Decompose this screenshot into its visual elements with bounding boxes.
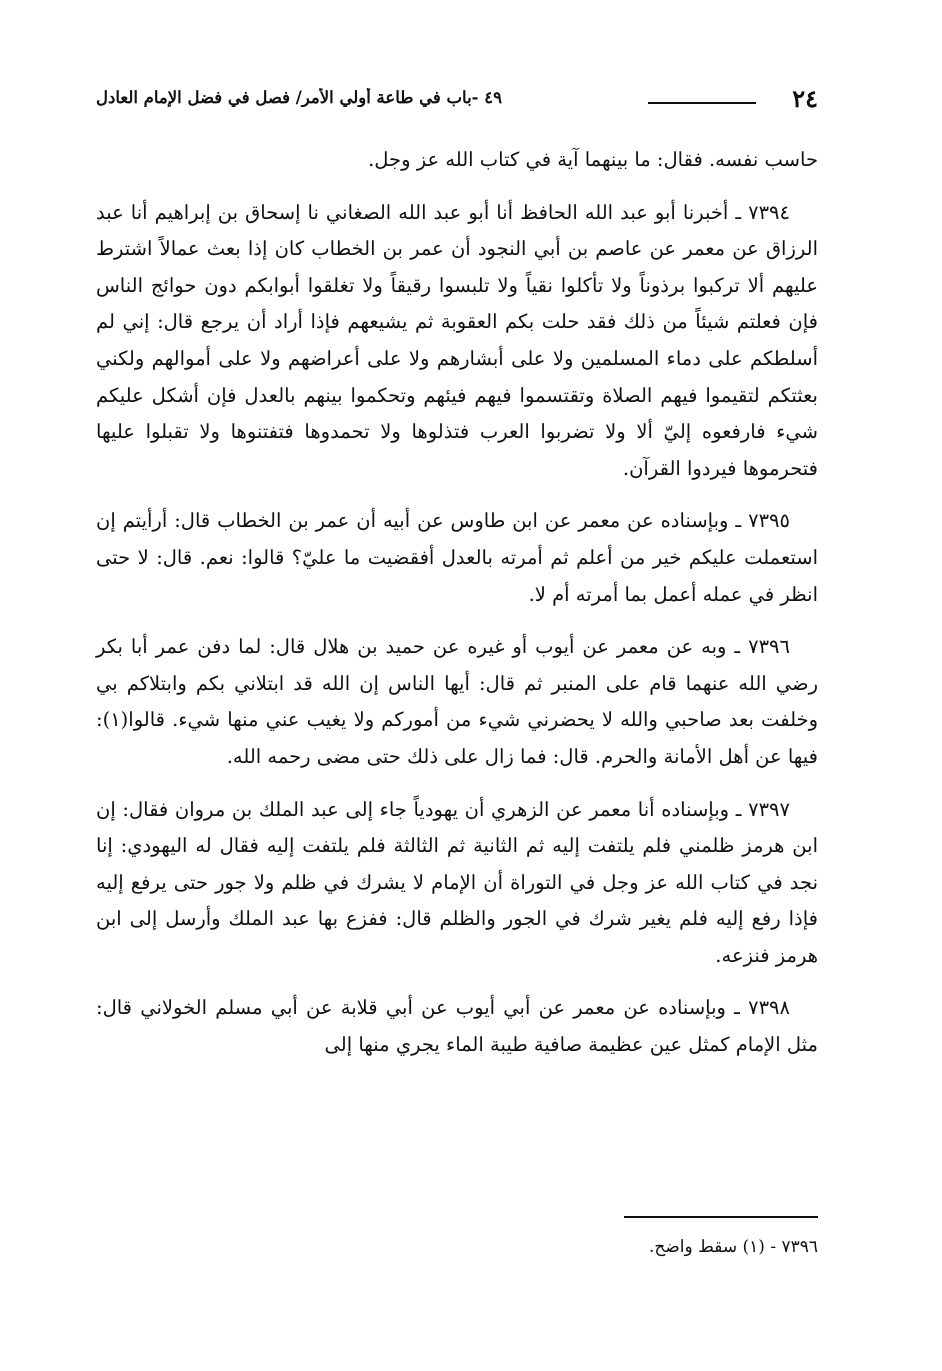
body-text	[96, 142, 818, 1080]
hadith-text: ـ أخبرنا أبو عبد الله الحافظ أنا أبو عبد الله الصغاني نا إسحاق بن إبراهيم أنا عبد الرزاق عن معمر عن عاصم بن أبي النجود أن عمر بن الخطاب كان إذا بعث عمالاً اشترط عليهم ألا تركبوا برذوناً ولا تأكلوا نقياً ولا تلبسوا رقيقاً ولا تغلقوا أبوابكم دون حوائج الناس فإن فعلتم شيئاً من ذلك فقد حلت بكم العقوبة ثم يشيعهم فإذا أراد أن يرجع قال: إني لم أسلطكم على دماء المسلمين ولا على أبشارهم ولا على أعراضهم ولا على أموالهم ولكني بعثتكم لتقيموا فيهم الصلاة وتقتسموا فيهم فيئهم وتحكموا بينهم بالعدل فإن أشكل عليكم شيء فارفعوه إليّ ألا ولا تضربوا العرب فتذلوها ولا تحمدوها فتفتنوها ولا تقبلوا عليها فتحرموها فيردوا القرآن.	[96, 200, 818, 480]
hadith-entry-7398	[96, 990, 818, 1063]
hadith-entry-7397	[96, 792, 818, 975]
running-header	[96, 80, 818, 120]
hadith-text: ـ وبإسناده أنا معمر عن الزهري أن يهودياً جاء إلى عبد الملك بن مروان فقال: إن ابن هرمز ظلمني فلم يلتفت إليه ثم الثانية ثم الثالثة فلم يلتفت إليه فقال له اليهودي: إنا نجد في كتاب الله عز وجل في التوراة أن الإمام لا يشرك في ظلم ولا جور حتى يرفع إليه فإذا رفع إليه فلم يغير شرك في الجور والظلم قال: ففزع بها عبد الملك وأرسل إلى ابن هرمز فنزعه.	[96, 797, 818, 967]
header-rule	[648, 102, 756, 104]
hadith-text: ـ وبإسناده عن معمر عن أبي أيوب عن أبي قلابة عن أبي مسلم الخولاني قال: مثل الإمام كمثل عين عظيمة صافية طيبة الماء يجري منها إلى	[96, 996, 818, 1057]
hadith-number: ٧٣٩٨	[748, 996, 790, 1020]
paragraph-continuation	[96, 142, 818, 179]
chapter-title: ٤٩ -باب في طاعة أولي الأمر/ فصل في فضل الإمام العادل	[96, 88, 502, 107]
hadith-entry-7396	[96, 629, 818, 775]
footnote-rule	[624, 1216, 818, 1218]
book-page	[96, 80, 818, 1310]
hadith-number: ٧٣٩٧	[748, 797, 790, 821]
hadith-number: ٧٣٩٦	[748, 635, 790, 659]
hadith-number: ٧٣٩٥	[748, 509, 790, 533]
hadith-entry-7395	[96, 503, 818, 613]
hadith-entry-7394	[96, 195, 818, 488]
paragraph-text: حاسب نفسه. فقال: ما بينهما آية في كتاب الله عز وجل.	[368, 148, 818, 171]
hadith-number: ٧٣٩٤	[748, 200, 790, 224]
page-number: ٢٤	[792, 84, 818, 113]
hadith-text: ـ وبه عن معمر عن أيوب أو غيره عن حميد بن هلال قال: لما دفن عمر أبا بكر رضي الله عنهما قام على المنبر ثم قال: أيها الناس إن الله قد ابتلاني بكم وابتلاكم بي وخلفت بعد صاحبي والله لا يحضرني شيء من أموركم ولا يغيب عني منها شيء. قالوا(١): فيها عن أهل الأمانة والحرم. قال: فما زال على ذلك حتى مضى رحمه الله.	[96, 635, 818, 768]
footnote: ٧٣٩٦ - (١) سقط واضح.	[648, 1237, 818, 1257]
hadith-text: ـ وبإسناده عن معمر عن ابن طاوس عن أبيه أن عمر بن الخطاب قال: أرأيتم إن استعملت عليكم خير من أعلم ثم أمرته بالعدل أفقضيت ما عليّ؟ قالوا: نعم. قال: لا حتى انظر في عمله أعمل بما أمرته أم لا.	[96, 509, 818, 606]
